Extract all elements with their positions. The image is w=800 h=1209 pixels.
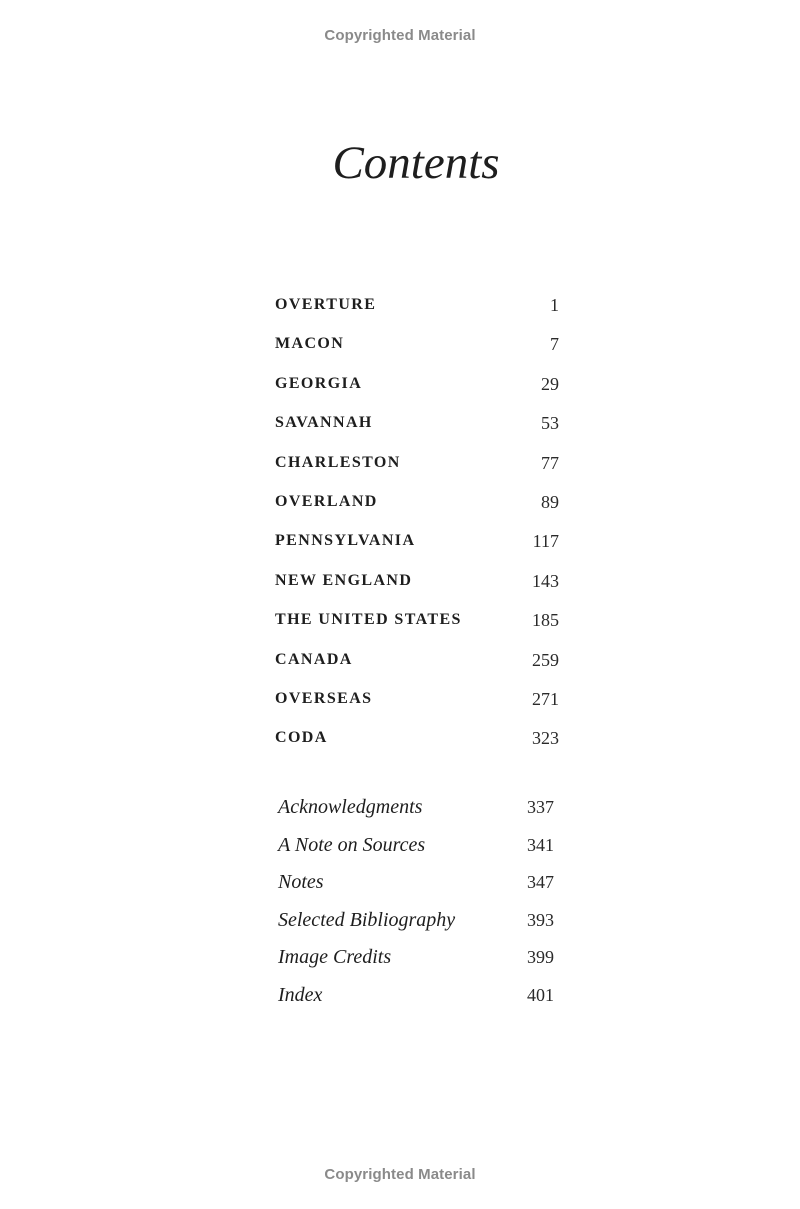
copyright-watermark-bottom: Copyrighted Material xyxy=(324,1166,476,1183)
toc-entry-overture[interactable] xyxy=(275,293,559,332)
toc-entry-page: 341 xyxy=(527,834,554,855)
toc-entry-label: Selected Bibliography xyxy=(278,908,456,931)
toc-entry-canada[interactable] xyxy=(275,648,559,687)
toc-entry-label: PENNSYLVANIA xyxy=(275,532,416,550)
toc-entry-georgia[interactable] xyxy=(275,372,559,411)
toc-entry-page: 143 xyxy=(532,570,559,591)
toc-entry-label: OVERSEAS xyxy=(275,689,373,707)
page-title: Contents xyxy=(332,137,500,189)
toc-entry-label: GEORGIA xyxy=(275,374,363,392)
toc-entry-page: 185 xyxy=(532,610,559,631)
toc-entry-page: 259 xyxy=(532,649,559,670)
toc-entry-pennsylvania[interactable] xyxy=(275,529,559,568)
toc-entry-label: Index xyxy=(278,983,323,1006)
toc-entry-label: Acknowledgments xyxy=(278,796,423,818)
toc-entry-image-credits[interactable] xyxy=(278,944,554,982)
toc-entry-page: 89 xyxy=(541,491,559,512)
toc-entry-page: 347 xyxy=(527,872,554,893)
toc-entry-label: THE UNITED STATES xyxy=(275,611,462,629)
toc-entry-page: 7 xyxy=(550,334,559,355)
toc-entry-page: 323 xyxy=(532,728,559,749)
toc-entry-index[interactable] xyxy=(278,982,554,1020)
toc-entry-label: OVERTURE xyxy=(275,296,377,313)
toc-entry-page: 401 xyxy=(527,984,554,1005)
toc-entry-coda[interactable] xyxy=(275,726,559,765)
toc-entry-label: MACON xyxy=(275,335,345,353)
copyright-watermark-top: Copyrighted Material xyxy=(324,27,476,44)
toc-entry-note-on-sources[interactable] xyxy=(278,832,554,870)
toc-entry-label: NEW ENGLAND xyxy=(275,571,413,589)
toc-entry-page: 117 xyxy=(532,531,559,552)
toc-entry-page: 1 xyxy=(550,295,559,315)
toc-entry-page: 399 xyxy=(527,947,554,968)
toc-entry-label: SAVANNAH xyxy=(275,414,373,432)
toc-entry-notes[interactable] xyxy=(278,869,554,907)
toc-entry-label: A Note on Sources xyxy=(278,833,426,856)
toc-entry-new-england[interactable] xyxy=(275,569,559,608)
toc-entry-label: OVERLAND xyxy=(275,492,378,510)
toc-entry-page: 271 xyxy=(532,688,559,709)
toc-entry-the-united-states[interactable] xyxy=(275,608,559,647)
toc-entry-label: CANADA xyxy=(275,650,353,668)
toc-entry-overland[interactable] xyxy=(275,490,559,529)
toc-entry-overseas[interactable] xyxy=(275,687,559,726)
toc-entry-page: 337 xyxy=(527,797,554,817)
chapter-list xyxy=(275,293,559,766)
toc-entry-label: Image Credits xyxy=(278,946,392,969)
toc-entry-charleston[interactable] xyxy=(275,451,559,490)
toc-entry-savannah[interactable] xyxy=(275,411,559,450)
toc-entry-page: 53 xyxy=(541,413,559,434)
toc-entry-page: 29 xyxy=(541,373,559,394)
toc-entry-page: 77 xyxy=(541,452,559,473)
toc-entry-page: 393 xyxy=(527,909,554,930)
toc-entry-acknowledgments[interactable] xyxy=(278,794,554,832)
toc-entry-label: CODA xyxy=(275,729,328,747)
toc-entry-label: CHARLESTON xyxy=(275,453,401,471)
toc-entry-selected-bibliography[interactable] xyxy=(278,907,554,945)
toc-entry-macon[interactable] xyxy=(275,332,559,371)
toc-entry-label: Notes xyxy=(278,871,324,894)
back-matter-list xyxy=(278,794,554,1020)
